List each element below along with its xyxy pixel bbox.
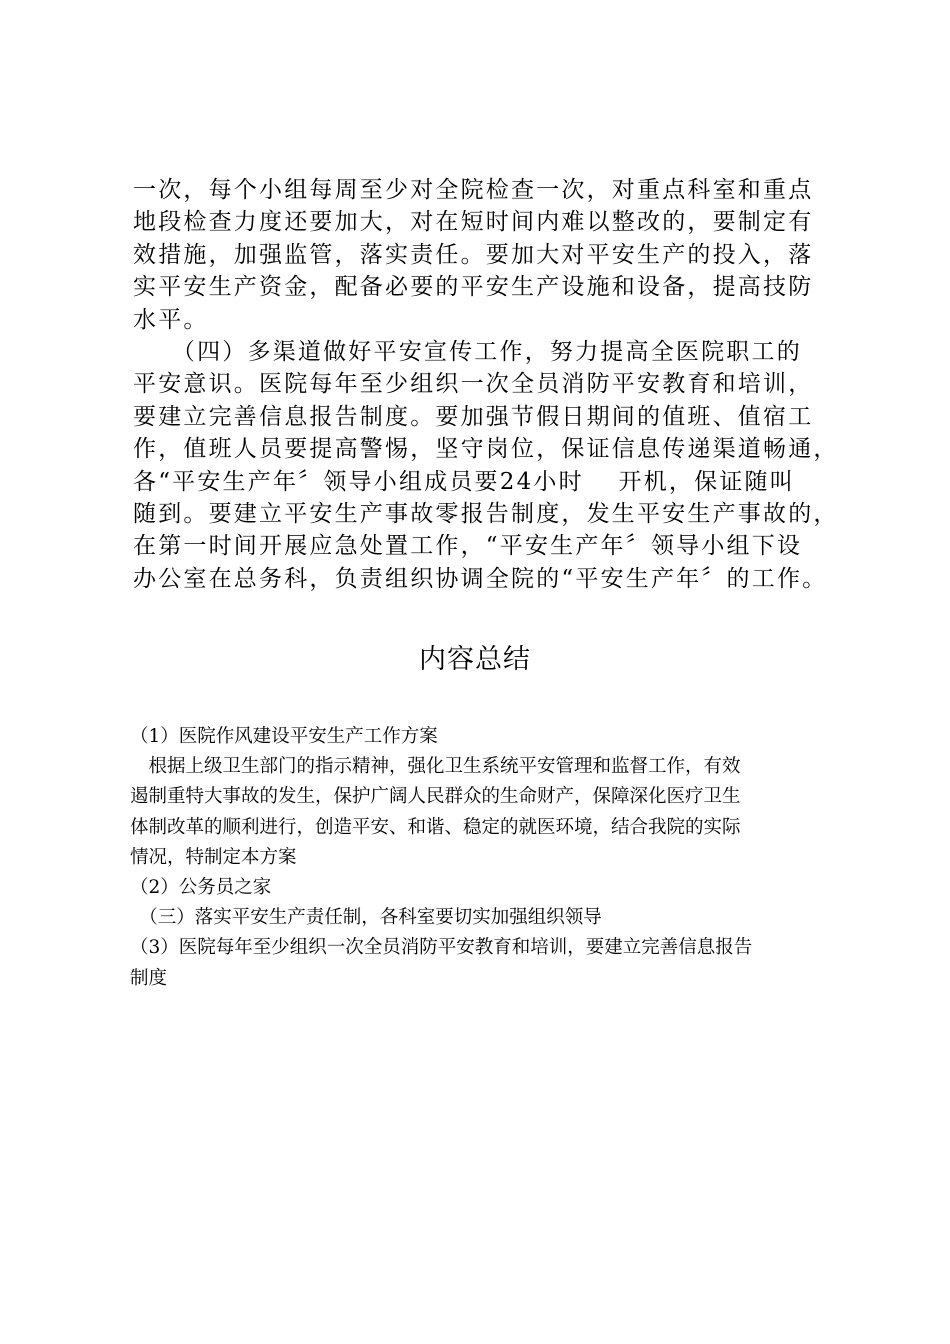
body-line: 水平。 [133, 306, 209, 333]
summary-list [130, 722, 840, 994]
summary-line: 情况，特制定本方案 [130, 846, 297, 868]
summary-line: （3）医院每年至少组织一次全员消防平安教育和培训，要建立完善信息报告 [130, 937, 753, 959]
body-line: 平安意识。医院每年至少组织一次全员消防平安教育和培训， [133, 371, 814, 398]
body-line: 要建立完善信息报告制度。要加强节假日期间的值班、值宿工 [133, 403, 814, 430]
summary-line: 制度 [130, 967, 168, 989]
body-line: （四）多渠道做好平安宣传工作，努力提高全医院职工的 [133, 338, 802, 365]
body-line: 作，值班人员要提高警惕，坚守岗位，保证信息传递渠道畅通， [133, 436, 839, 463]
body-line: 在第一时间开展应急处置工作，“平安生产年〞领导小组下设 [133, 533, 803, 560]
body-line: 实平安生产资金，配备必要的平安生产设施和设备，提高技防 [133, 274, 814, 301]
body-line: 办公室在总务科，负责组织协调全院的“平安生产年〞的工作。 [133, 565, 828, 592]
body-line: 一次，每个小组每周至少对全院检查一次，对重点科室和重点 [133, 177, 814, 203]
body-line: 随到。要建立平安生产事故零报告制度，发生平安生产事故的， [133, 500, 839, 527]
summary-heading: 内容总结 [419, 644, 531, 675]
summary-line: （1）医院作风建设平安生产工作方案 [130, 726, 438, 747]
body-line: 效措施，加强监管，落实责任。要加大对平安生产的投入，落 [133, 241, 814, 268]
body-paragraphs [133, 174, 839, 595]
summary-line: （三）落实平安生产责任制，各科室要切实加强组织领导 [130, 907, 602, 929]
body-line: 各“平安生产年〞领导小组成员要24小时 开机，保证随叫 [133, 468, 795, 495]
body-line: 地段检查力度还要加大，对在短时间内难以整改的，要制定有 [133, 209, 814, 236]
summary-line: 体制改革的顺利进行，创造平安、和谐、稳定的就医环境，结合我院的实际 [130, 816, 741, 838]
summary-line: 遏制重特大事故的发生，保护广阔人民群众的生命财产，保障深化医疗卫生 [130, 786, 741, 808]
summary-line: （2）公务员之家 [130, 876, 272, 898]
summary-line: 根据上级卫生部门的指示精神，强化卫生系统平安管理和监督工作，有效 [130, 756, 741, 778]
